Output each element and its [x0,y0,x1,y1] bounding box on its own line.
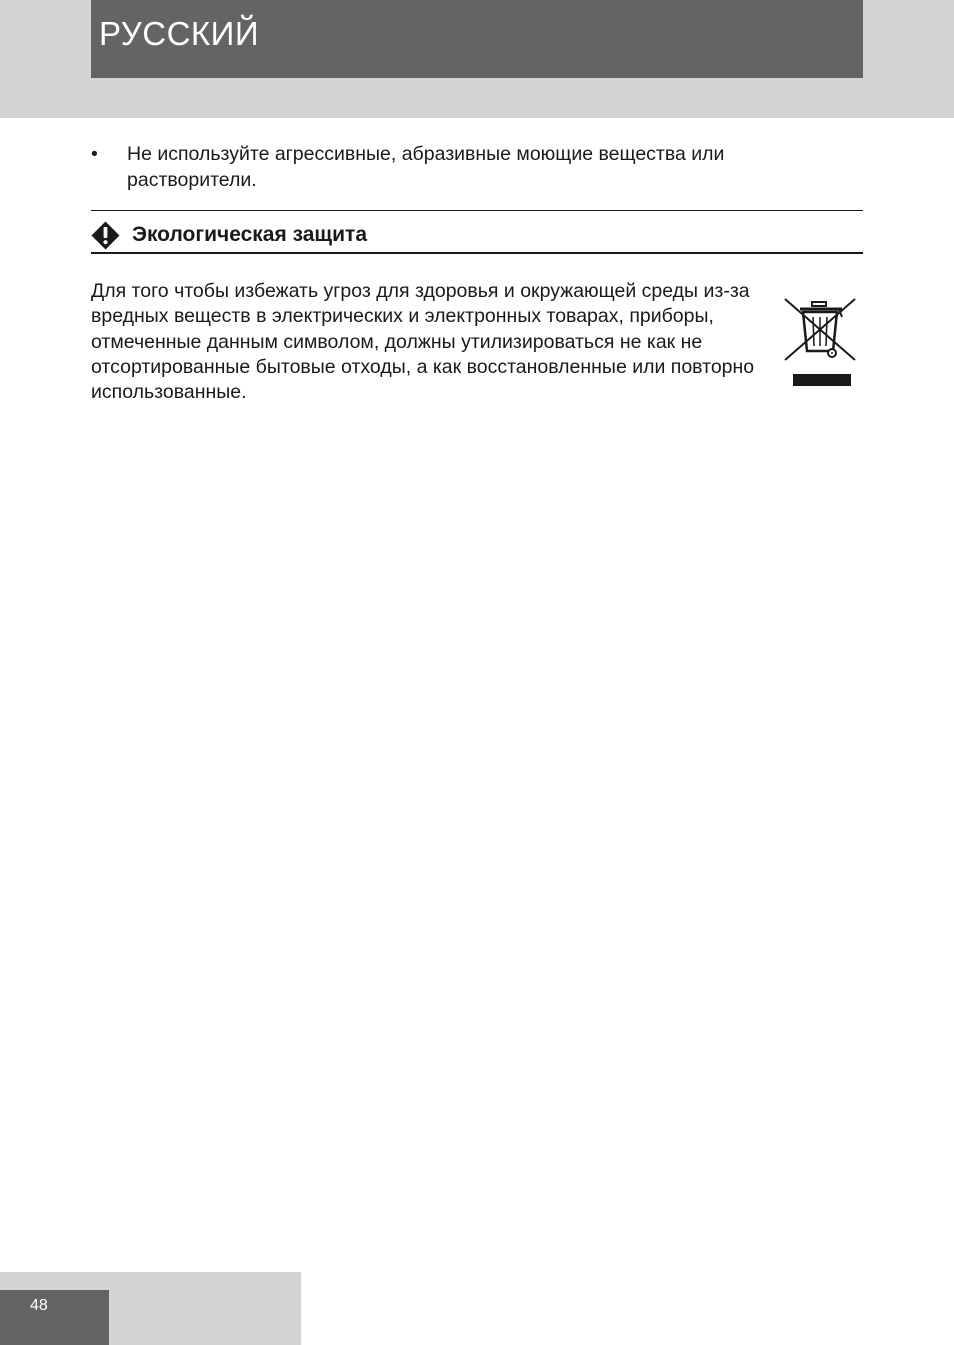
page-number: 48 [30,1297,48,1314]
language-title: РУССКИЙ [99,15,260,52]
section-heading: Экологическая защита [132,223,368,246]
footer-band [0,1272,301,1345]
section-divider-top [91,210,863,211]
language-title-bar [91,0,863,78]
header-band [0,0,954,118]
section-divider-bottom [91,252,863,254]
environment-paragraph: Для того чтобы избежать угроз для здоровья и окружающей среды из-за вредных веществ в электрических и электронных товарах, приборы, отмеченные данным символом, должны утилизироваться не как не отсортированные бытовые отходы, а как восстановленные или повторно использованные. [91,280,755,404]
bullet-text: Не используйте агрессивные, абразивные моющие вещества или растворители. [127,143,725,191]
warning-diamond-icon [91,221,120,250]
crossed-out-wheelie-bin-icon [783,297,857,389]
bullet-marker: • [91,143,98,165]
page-number-box [0,1290,109,1345]
